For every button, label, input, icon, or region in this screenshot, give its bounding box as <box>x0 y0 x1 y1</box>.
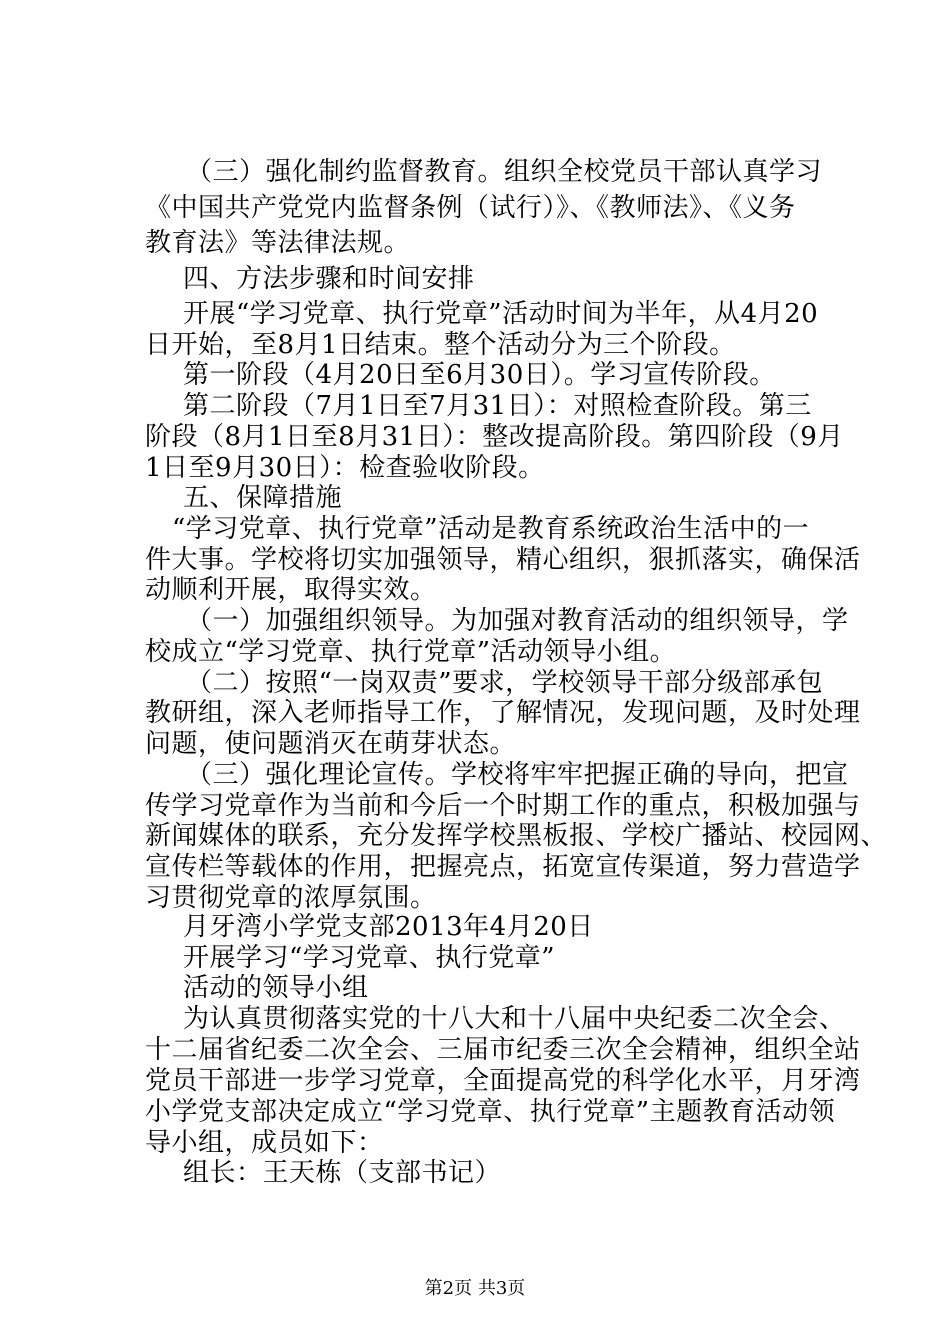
text-line-29: 十二届省纪委二次全会、三届市纪委三次全会精神，组织全站 <box>145 1035 861 1065</box>
title-line-2: 活动的领导小组 <box>183 973 369 1003</box>
text-line-24: 习贯彻党章的浓厚氛围。 <box>145 883 437 913</box>
text-line-2: 《中国共产党党内监督条例（试行）》、《教师法》、《义务 <box>145 193 796 223</box>
text-line-6: 日开始，至8月1日结束。整个活动分为三个阶段。 <box>145 330 736 360</box>
text-line-12: “学习党章、执行党章”活动是教育系统政治生活中的一 <box>172 514 810 544</box>
text-line-28: 为认真贯彻落实党的十八大和十八届中央纪委二次全会、 <box>183 1004 846 1034</box>
title-line-1: 开展学习“学习党章、执行党章” <box>183 943 556 973</box>
text-line-30: 党员干部进一步学习党章，全面提高党的科学化水平，月牙湾 <box>145 1066 861 1096</box>
text-line-9: 阶段（8月1日至8月31日）：整改提高阶段。第四阶段（9月 <box>145 422 844 452</box>
text-line-1: （三）强化制约监督教育。组织全校党员干部认真学习 <box>186 157 823 187</box>
text-line-23: 宣传栏等载体的作用，把握亮点，拓宽宣传渠道，努力营造学 <box>145 852 861 882</box>
text-line-13: 件大事。学校将切实加强领导，精心组织，狠抓落实，确保活 <box>145 545 861 575</box>
text-line-33: 组长：王天栋（支部书记） <box>183 1158 502 1188</box>
page-footer: 第2页 共3页 <box>424 1278 526 1299</box>
text-line-3: 教育法》等法律法规。 <box>145 228 411 258</box>
text-line-5: 开展“学习党章、执行党章”活动时间为半年，从4月20 <box>183 299 819 329</box>
text-line-22: 新闻媒体的联系，充分发挥学校黑板报、学校广播站、校园网、 <box>145 821 888 851</box>
text-line-21: 传学习党章作为当前和今后一个时期工作的重点，积极加强与 <box>145 791 861 821</box>
text-line-10: 1日至9月30日）：检查验收阶段。 <box>145 453 545 483</box>
text-line-14: 动顺利开展，取得实效。 <box>145 575 437 605</box>
section-heading-4: 四、方法步骤和时间安排 <box>183 264 475 294</box>
text-line-18: 教研组，深入老师指导工作，了解情况，发现问题，及时处理 <box>145 698 861 728</box>
text-line-19: 问题，使问题消灭在萌芽状态。 <box>145 729 517 759</box>
text-line-17: （二）按照“一岗双责”要求，学校领导干部分级部承包 <box>186 668 824 698</box>
text-line-32: 导小组，成员如下： <box>145 1128 384 1158</box>
text-line-15: （一）加强组织领导。为加强对教育活动的组织领导，学 <box>186 606 849 636</box>
text-line-7: 第一阶段（4月20日至6月30日）。学习宣传阶段。 <box>183 360 776 390</box>
text-line-31: 小学党支部决定成立“学习党章、执行党章”主题教育活动领 <box>145 1097 836 1127</box>
text-line-8: 第二阶段（7月1日至7月31日）：对照检查阶段。第三 <box>183 391 812 421</box>
signature-line: 月牙湾小学党支部2013年4月20日 <box>183 912 594 942</box>
text-line-20: （三）强化理论宣传。学校将牢牢把握正确的导向，把宣 <box>186 760 849 790</box>
section-heading-5: 五、保障措施 <box>183 483 343 513</box>
text-line-16: 校成立“学习党章、执行党章”活动领导小组。 <box>145 637 677 667</box>
